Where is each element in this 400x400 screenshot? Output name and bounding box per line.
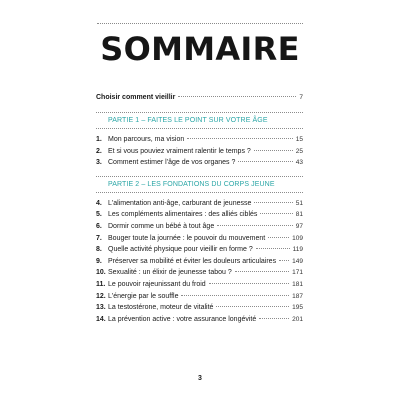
dot-leader <box>209 283 289 284</box>
page-title: SOMMAIRE <box>100 30 300 68</box>
toc-entry-page: 81 <box>295 211 303 219</box>
chapter-number: 3. <box>96 159 102 167</box>
dot-leader <box>217 225 293 226</box>
page-number: 3 <box>198 375 202 382</box>
toc-entry-label: L'alimentation anti-âge, carburant de jeunesse <box>108 199 252 207</box>
toc-entry-chapter[interactable] <box>96 267 303 279</box>
toc-entry-page: 51 <box>295 199 303 207</box>
toc-entry-page: 97 <box>295 222 303 230</box>
part-heading-2: PARTIE 2 – LES FONDATIONS DU CORPS JEUNE <box>96 176 303 193</box>
toc-entry-chapter[interactable] <box>96 279 303 291</box>
toc-entry-label: Sexualité : un élixir de jeunesse tabou ? <box>108 269 232 277</box>
toc-entry-chapter[interactable] <box>96 198 303 210</box>
toc-entry-intro[interactable] <box>96 92 303 104</box>
toc-entry-label: Bouger toute la journée : le pouvoir du mouvement <box>108 234 266 242</box>
toc-entry-page: 187 <box>292 292 303 300</box>
toc-entry-chapter[interactable] <box>96 134 303 146</box>
table-of-contents <box>96 92 303 325</box>
dot-leader <box>238 161 292 162</box>
toc-entry-label: Les compléments alimentaires : des alliés ciblés <box>108 211 258 219</box>
chapter-number: 13. <box>96 304 106 312</box>
chapter-number: 6. <box>96 222 102 230</box>
chapter-number: 12. <box>96 292 106 300</box>
chapter-number: 11. <box>96 280 106 288</box>
toc-entry-chapter[interactable] <box>96 146 303 158</box>
dot-leader <box>259 318 289 319</box>
toc-entry-chapter[interactable] <box>96 233 303 245</box>
chapter-number: 14. <box>96 315 106 323</box>
part-heading-1: PARTIE 1 – FAITES LE POINT SUR VOTRE ÂGE <box>96 112 303 129</box>
toc-entry-chapter[interactable] <box>96 221 303 233</box>
toc-entry-label: Quelle activité physique pour vieillir en forme ? <box>108 246 253 254</box>
toc-entry-page: 201 <box>292 315 303 323</box>
toc-entry-chapter[interactable] <box>96 291 303 303</box>
toc-entry-label: La prévention active : votre assurance longévité <box>108 315 257 323</box>
toc-entry-chapter[interactable] <box>96 244 303 256</box>
toc-entry-page: 171 <box>292 269 303 277</box>
chapter-number: 1. <box>96 136 102 143</box>
toc-entry-label: Comment estimer l'âge de vos organes ? <box>108 159 236 167</box>
dot-leader <box>256 248 290 249</box>
toc-entry-page: 43 <box>295 159 303 167</box>
chapter-number: 10. <box>96 269 106 277</box>
toc-entry-page: 25 <box>295 147 303 155</box>
toc-entry-label: Choisir comment vieillir <box>96 94 176 101</box>
dot-leader <box>216 306 289 307</box>
dot-leader <box>268 237 289 238</box>
toc-entry-label: Préserver sa mobilité et éviter les douleurs articulaires <box>108 257 277 265</box>
toc-entry-label: Mon parcours, ma vision <box>108 136 185 143</box>
toc-entry-chapter[interactable] <box>96 314 303 326</box>
dot-leader <box>178 96 296 97</box>
dot-leader <box>260 213 292 214</box>
dot-leader <box>279 260 289 261</box>
dot-leader <box>235 271 289 272</box>
section-gap <box>96 169 303 176</box>
toc-entry-label: Le pouvoir rajeunissant du froid <box>108 280 206 288</box>
toc-entry-chapter[interactable] <box>96 302 303 314</box>
dot-leader <box>254 202 292 203</box>
dot-leader <box>181 295 289 296</box>
toc-entry-label: L'énergie par le souffle <box>108 292 179 300</box>
chapter-number: 4. <box>96 199 102 207</box>
chapter-number: 9. <box>96 257 102 265</box>
toc-entry-label: Dormir comme un bébé à tout âge <box>108 222 215 230</box>
chapter-number: 5. <box>96 211 102 219</box>
toc-entry-label: La testostérone, moteur de vitalité <box>108 304 214 312</box>
toc-entry-chapter[interactable] <box>96 256 303 268</box>
toc-entry-page: 119 <box>292 246 303 254</box>
toc-entry-label: Et si vous pouviez vraiment ralentir le temps ? <box>108 147 251 155</box>
toc-entry-chapter[interactable] <box>96 157 303 169</box>
toc-entry-page: 109 <box>292 234 303 242</box>
top-dotted-rule <box>97 23 303 24</box>
toc-entry-page: 149 <box>292 257 303 265</box>
toc-entry-page: 15 <box>295 136 303 143</box>
toc-entry-page: 7 <box>299 94 303 101</box>
dot-leader <box>254 150 293 151</box>
dot-leader <box>187 138 293 139</box>
toc-entry-page: 181 <box>292 280 303 288</box>
chapter-number: 7. <box>96 234 102 242</box>
chapter-number: 2. <box>96 147 102 155</box>
toc-entry-page: 195 <box>292 304 303 312</box>
toc-entry-chapter[interactable] <box>96 209 303 221</box>
chapter-number: 8. <box>96 246 102 254</box>
